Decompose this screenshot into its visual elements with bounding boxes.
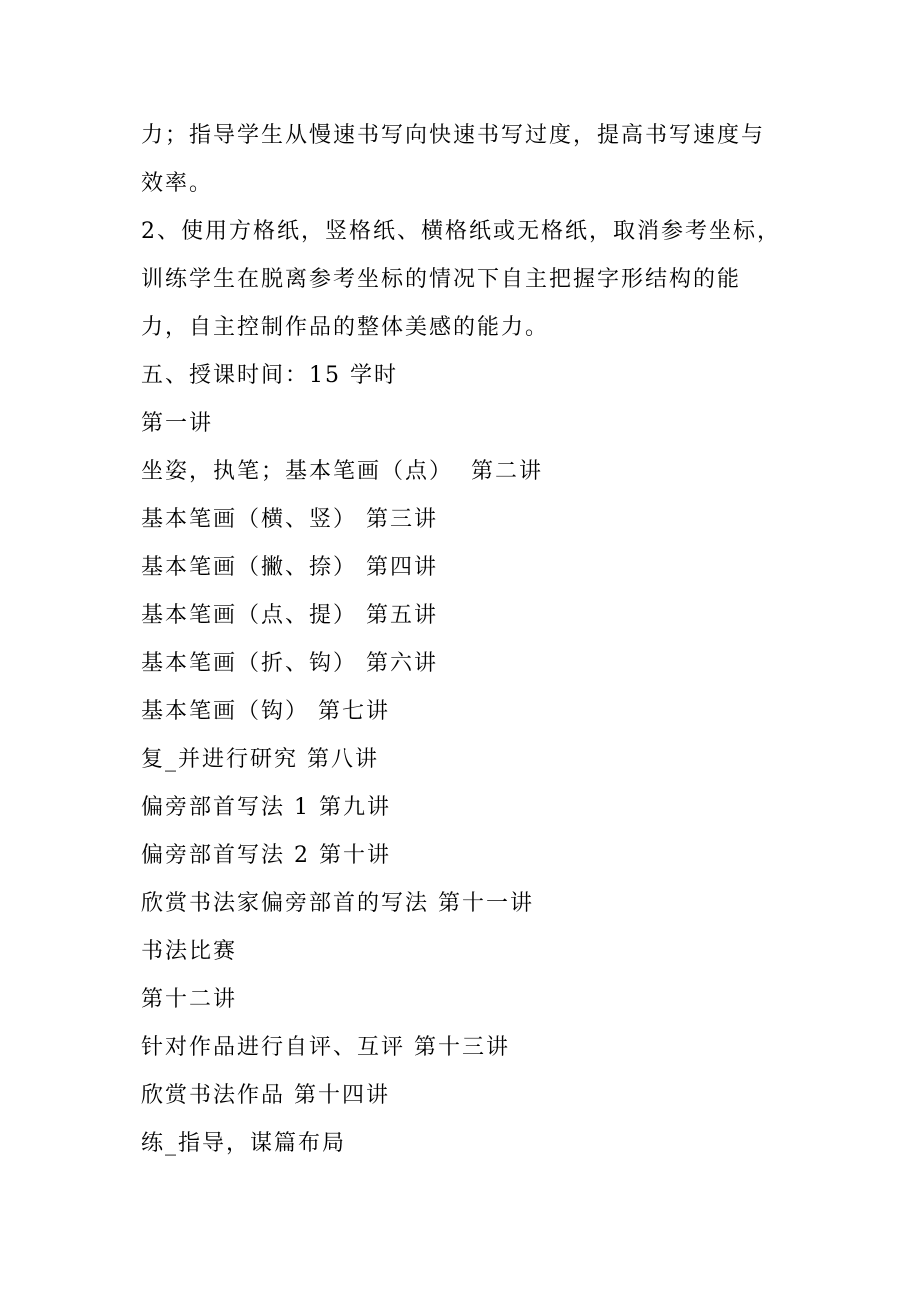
text-line: 坐姿，执笔；基本笔画（点） 第二讲 <box>141 459 543 484</box>
text-line: 基本笔画（点、提） 第五讲 <box>141 603 438 628</box>
text-line: 偏旁部首写法 2 第十讲 <box>141 843 391 868</box>
text-line: 基本笔画（撇、捺） 第四讲 <box>141 555 438 580</box>
text-line: 针对作品进行自评、互评 第十三讲 <box>141 1035 510 1060</box>
text-line: 力；指导学生从慢速书写向快速书写过度，提高书写速度与 <box>141 123 766 148</box>
document-body <box>141 112 791 1168</box>
text-line: 2、使用方格纸，竖格纸、横格纸或无格纸，取消参考坐标， <box>141 219 781 244</box>
section-heading: 五、授课时间：15 学时 <box>141 363 398 388</box>
text-line: 偏旁部首写法 1 第九讲 <box>141 795 391 820</box>
text-line: 基本笔画（钩） 第七讲 <box>141 699 390 724</box>
text-line: 训练学生在脱离参考坐标的情况下自主把握字形结构的能 <box>141 267 742 292</box>
text-line: 复_并进行研究 第八讲 <box>141 747 379 772</box>
text-line: 基本笔画（折、钩） 第六讲 <box>141 651 438 676</box>
text-line: 第一讲 <box>141 411 214 436</box>
text-line: 效率。 <box>141 171 214 196</box>
text-line: 基本笔画（横、竖） 第三讲 <box>141 507 438 532</box>
text-line: 练_指导，谋篇布局 <box>141 1131 347 1156</box>
text-line: 欣赏书法作品 第十四讲 <box>141 1083 390 1108</box>
text-line: 力，自主控制作品的整体美感的能力。 <box>141 315 550 340</box>
text-line: 第十二讲 <box>141 987 238 1012</box>
text-line: 欣赏书法家偏旁部首的写法 第十一讲 <box>141 891 534 916</box>
text-line: 书法比赛 <box>141 939 238 964</box>
